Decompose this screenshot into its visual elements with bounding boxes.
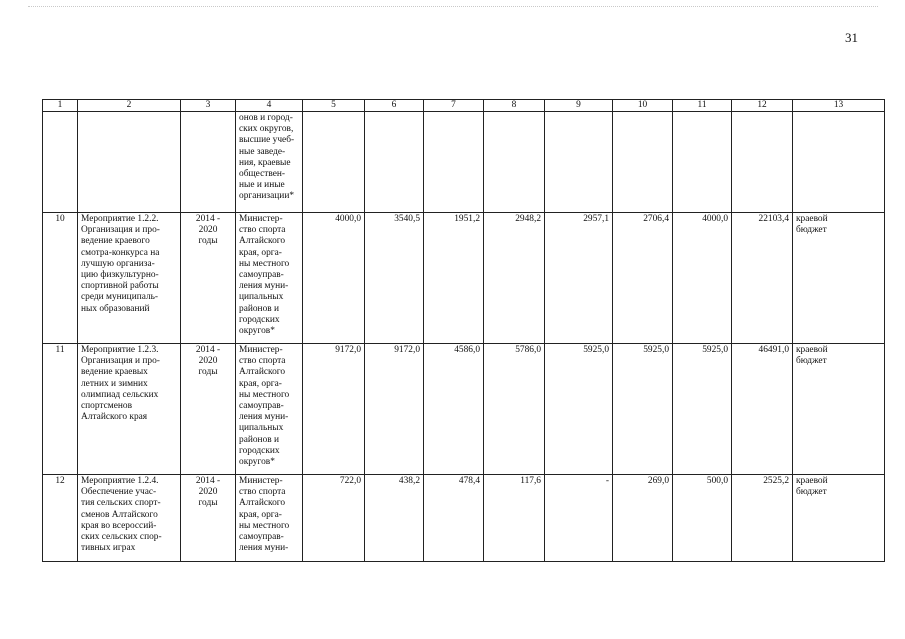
cell-executor <box>236 112 303 213</box>
cell-value: 269,0 <box>613 475 673 562</box>
cell-value: 1951,2 <box>424 213 484 344</box>
text-line: ления муни- <box>239 543 289 554</box>
cell-value: 9172,0 <box>365 344 424 475</box>
text-line: ния, краевые <box>239 157 291 168</box>
text-line: обществен- <box>239 169 286 180</box>
header-cell: 3 <box>181 100 236 112</box>
text-line: Организация и про- <box>81 225 160 236</box>
text-line: летних и зимних <box>81 378 148 389</box>
header-row <box>43 100 885 112</box>
text-line: ских сельских спор- <box>81 532 162 543</box>
header-cell: 1 <box>43 100 78 112</box>
cell-period <box>181 344 236 475</box>
cell-value: 478,4 <box>424 475 484 562</box>
text-line: Министер- <box>239 214 283 224</box>
cell-value: 117,6 <box>484 475 545 562</box>
text-line: среди муниципаль- <box>81 292 159 303</box>
cell-value: 438,2 <box>365 475 424 562</box>
cell-event <box>78 344 181 475</box>
text-line: городских <box>239 445 280 456</box>
cell-value <box>303 112 365 213</box>
text-line: Алтайского <box>239 498 286 509</box>
text-line: Мероприятие 1.2.3. <box>81 345 159 355</box>
text-line: бюджет <box>796 225 827 236</box>
cell-event <box>78 213 181 344</box>
cell-value: 2706,4 <box>613 213 673 344</box>
cell-source <box>793 112 885 213</box>
text-line: краевой <box>796 214 828 224</box>
program-table <box>42 99 885 562</box>
text-line: ведение краевого <box>81 236 150 247</box>
text-line: ные и иные <box>239 180 285 191</box>
header-cell: 5 <box>303 100 365 112</box>
text-line: сменов Алтайского <box>81 509 158 520</box>
cell-value: 5925,0 <box>673 344 732 475</box>
cell-value: 5925,0 <box>613 344 673 475</box>
cell-executor <box>236 475 303 562</box>
text-line: ные заведе- <box>239 146 286 157</box>
cell-period <box>181 475 236 562</box>
cell-value: 722,0 <box>303 475 365 562</box>
cell-value: 2948,2 <box>484 213 545 344</box>
header-cell: 4 <box>236 100 303 112</box>
text-line: ских округов, <box>239 124 294 135</box>
cell-value: 500,0 <box>673 475 732 562</box>
text-line: Алтайского края <box>81 412 148 423</box>
text-line: 2020 <box>198 356 218 367</box>
text-line: смотра-конкурса на <box>81 247 160 258</box>
text-line: края, орга- <box>239 378 282 389</box>
cell-value: 46491,0 <box>732 344 793 475</box>
text-line: 2014 - <box>195 476 221 486</box>
cell-value: 2525,2 <box>732 475 793 562</box>
cell-value <box>424 112 484 213</box>
cell-value: 4586,0 <box>424 344 484 475</box>
text-line: края во всероссий- <box>81 520 157 531</box>
cell-num: 10 <box>43 213 78 344</box>
cell-num: 12 <box>43 475 78 562</box>
cell-value <box>673 112 732 213</box>
text-line: 2014 - <box>195 214 221 224</box>
text-line: ных образований <box>81 303 150 314</box>
cell-value: 4000,0 <box>673 213 732 344</box>
table-row <box>43 344 885 475</box>
text-line: годы <box>198 236 218 247</box>
cell-num: 11 <box>43 344 78 475</box>
text-line: Министер- <box>239 476 283 486</box>
header-cell: 6 <box>365 100 424 112</box>
text-line: бюджет <box>796 356 827 367</box>
text-line: онов и город- <box>239 113 293 123</box>
cell-value: 3540,5 <box>365 213 424 344</box>
cell-period <box>181 213 236 344</box>
text-line: 2020 <box>198 487 218 498</box>
cell-value <box>365 112 424 213</box>
cell-value: 2957,1 <box>545 213 613 344</box>
text-line: районов и <box>239 303 280 314</box>
cell-value: 5925,0 <box>545 344 613 475</box>
text-line: ления муни- <box>239 281 289 292</box>
text-line: ведение краевых <box>81 367 148 378</box>
cell-value <box>613 112 673 213</box>
text-line: тивных играх <box>81 543 136 554</box>
cell-period <box>181 112 236 213</box>
text-line: высшие учеб- <box>239 135 295 146</box>
text-line: округов* <box>239 326 275 337</box>
cell-value <box>732 112 793 213</box>
text-line: краевой <box>796 476 828 486</box>
text-line: Обеспечение учас- <box>81 487 157 498</box>
text-line: организации* <box>239 191 295 202</box>
scan-top-edge <box>28 6 878 7</box>
text-line: Мероприятие 1.2.2. <box>81 214 159 224</box>
cell-source <box>793 475 885 562</box>
text-line: тия сельских спорт- <box>81 498 161 509</box>
cell-value <box>484 112 545 213</box>
cell-value <box>545 112 613 213</box>
text-line: краевой <box>796 345 828 355</box>
table-row <box>43 213 885 344</box>
text-line: ство спорта <box>239 225 286 236</box>
cell-value: 22103,4 <box>732 213 793 344</box>
text-line: спортивной работы <box>81 281 159 292</box>
cell-value: 9172,0 <box>303 344 365 475</box>
text-line: края, орга- <box>239 509 282 520</box>
text-line: ления муни- <box>239 412 289 423</box>
header-cell: 7 <box>424 100 484 112</box>
page-number: 31 <box>845 30 858 45</box>
text-line: ство спорта <box>239 487 286 498</box>
cell-event <box>78 475 181 562</box>
cell-executor <box>236 344 303 475</box>
text-line: Мероприятие 1.2.4. <box>81 476 159 486</box>
cell-num <box>43 112 78 213</box>
cell-source <box>793 213 885 344</box>
text-line: ны местного <box>239 520 290 531</box>
cell-value: 4000,0 <box>303 213 365 344</box>
cell-executor <box>236 213 303 344</box>
text-line: лучшую организа- <box>81 258 155 269</box>
text-line: бюджет <box>796 487 827 498</box>
text-line: 2014 - <box>195 345 221 355</box>
continuation-row <box>43 112 885 213</box>
text-line: Организация и про- <box>81 356 160 367</box>
header-cell: 12 <box>732 100 793 112</box>
text-line: городских <box>239 314 280 325</box>
text-line: ство спорта <box>239 356 286 367</box>
text-line: Министер- <box>239 345 283 355</box>
text-line: ны местного <box>239 389 290 400</box>
text-line: ны местного <box>239 258 290 269</box>
text-line: Алтайского <box>239 236 286 247</box>
header-cell: 2 <box>78 100 181 112</box>
cell-event <box>78 112 181 213</box>
cell-value: 5786,0 <box>484 344 545 475</box>
text-line: ципальных <box>239 292 284 303</box>
header-cell: 13 <box>793 100 885 112</box>
header-cell: 10 <box>613 100 673 112</box>
text-line: 2020 <box>198 225 218 236</box>
text-line: округов* <box>239 457 275 468</box>
text-line: олимпиад сельских <box>81 389 159 400</box>
text-line: годы <box>198 367 218 378</box>
text-line: Алтайского <box>239 367 286 378</box>
cell-source <box>793 344 885 475</box>
header-cell: 8 <box>484 100 545 112</box>
header-cell: 9 <box>545 100 613 112</box>
header-cell: 11 <box>673 100 732 112</box>
text-line: самоуправ- <box>239 532 284 543</box>
text-line: края, орга- <box>239 247 282 258</box>
text-line: самоуправ- <box>239 401 284 412</box>
text-line: цию физкультурно- <box>81 270 159 281</box>
table-row <box>43 475 885 562</box>
text-line: самоуправ- <box>239 270 284 281</box>
text-line: районов и <box>239 434 280 445</box>
text-line: годы <box>198 498 218 509</box>
text-line: спортсменов <box>81 401 133 412</box>
cell-value: - <box>545 475 613 562</box>
text-line: ципальных <box>239 423 284 434</box>
